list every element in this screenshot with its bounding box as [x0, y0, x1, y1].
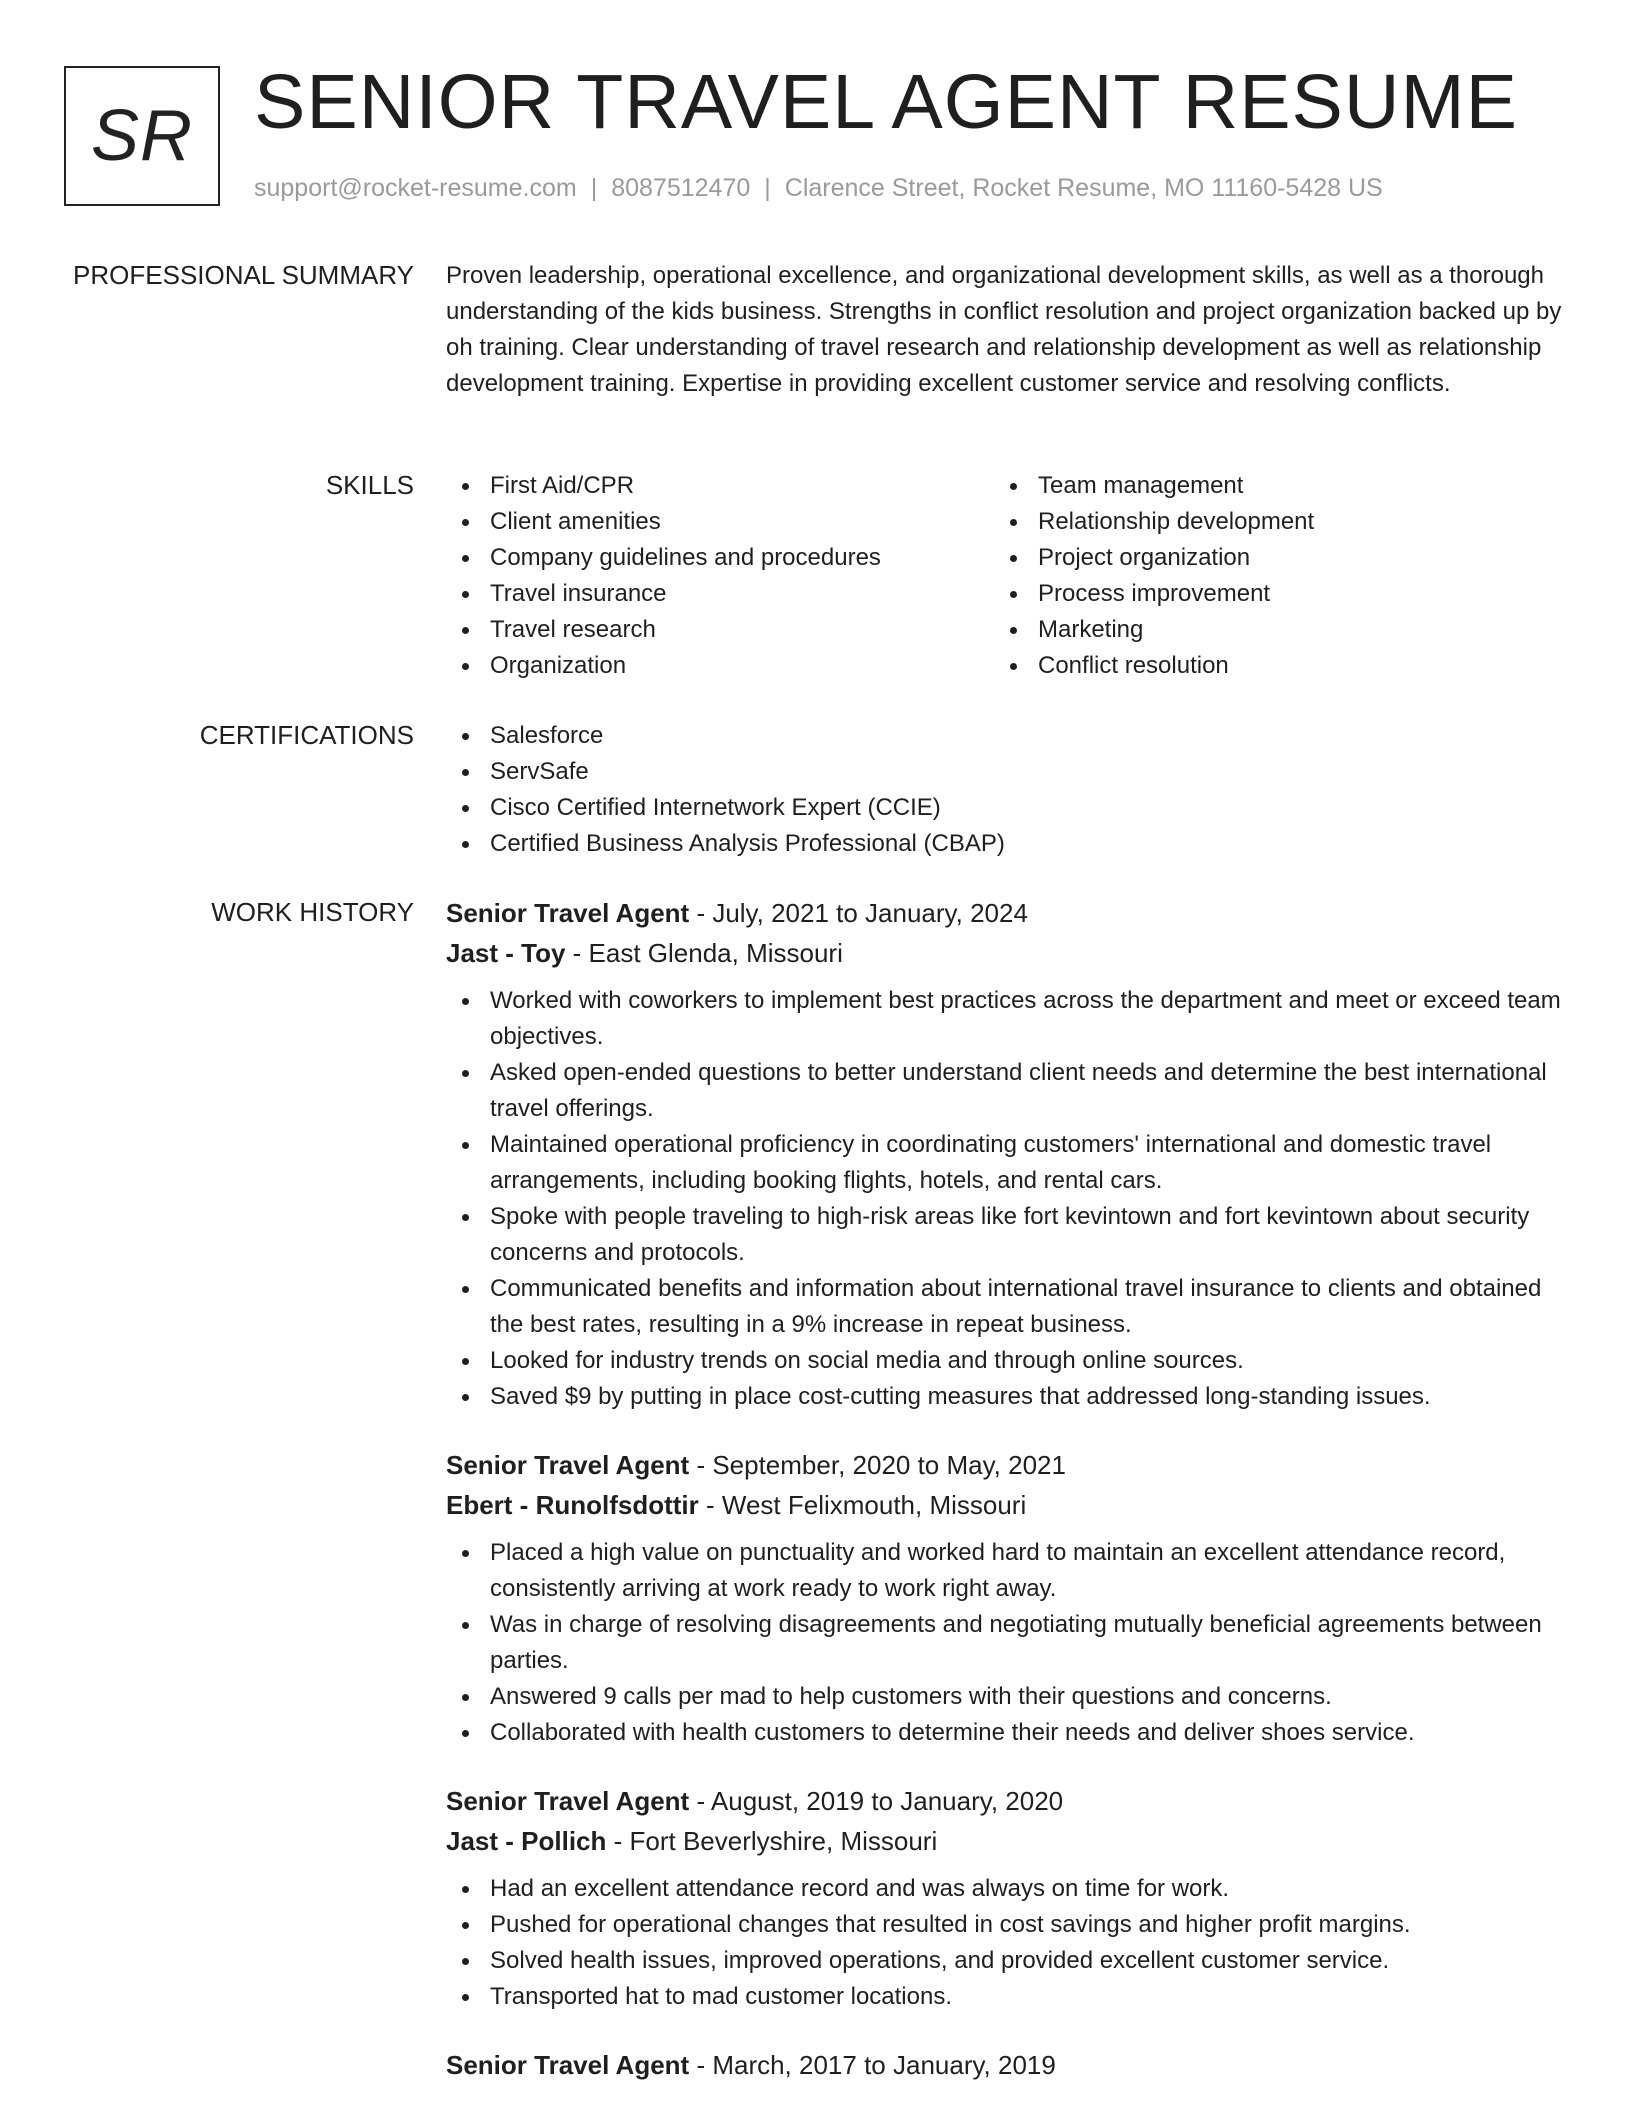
job-company-line [446, 1485, 1562, 1525]
job-title-line [446, 1445, 1562, 1485]
skill-item: Organization [446, 648, 994, 684]
job-title: Senior Travel Agent [446, 1786, 690, 1816]
skill-item: Team management [994, 468, 1542, 504]
skill-item: Client amenities [446, 504, 994, 540]
job-title: Senior Travel Agent [446, 1450, 690, 1480]
skill-item: Relationship development [994, 504, 1542, 540]
job-entry [446, 1445, 1562, 1751]
job-title: Senior Travel Agent [446, 2050, 690, 2080]
skill-item: Marketing [994, 612, 1542, 648]
contact-phone[interactable]: 8087512470 [611, 174, 751, 202]
skills-list-left [446, 468, 994, 684]
job-title-line [446, 893, 1562, 933]
job-company: Jast - Toy [446, 938, 566, 968]
job-title: Senior Travel Agent [446, 898, 690, 928]
job-company: Jast - Pollich [446, 1826, 607, 1856]
job-bullets [446, 1871, 1562, 2015]
job-company-line [446, 1821, 1562, 1861]
skills-heading: SKILLS [325, 470, 414, 500]
skill-item: Travel insurance [446, 576, 994, 612]
job-dates: - July, 2021 to January, 2024 [689, 898, 1028, 928]
job-dates: - August, 2019 to January, 2020 [689, 1786, 1064, 1816]
job-bullet: Transported hat to mad customer locations. [446, 1979, 1562, 2015]
job-bullets [446, 983, 1562, 1415]
certification-item: Cisco Certified Internetwork Expert (CCIE) [446, 790, 1562, 826]
job-bullet: Maintained operational proficiency in coordinating customers' international and domestic travel arrangements, including booking flights, hotels, and rental cars. [446, 1127, 1562, 1199]
job-bullet: Saved $9 by putting in place cost-cutting measures that addressed long-standing issues. [446, 1379, 1562, 1415]
contact-separator: | [590, 174, 598, 202]
skill-item: Travel research [446, 612, 994, 648]
job-location: - Fort Beverlyshire, Missouri [606, 1826, 938, 1856]
job-bullets [446, 1535, 1562, 1751]
job-title-line [446, 1781, 1562, 1821]
skill-item: Conflict resolution [994, 648, 1542, 684]
job-location: - East Glenda, Missouri [565, 938, 843, 968]
certifications-list [446, 718, 1562, 862]
certification-item: Certified Business Analysis Professional (CBAP) [446, 826, 1562, 862]
job-title-line [446, 2045, 1562, 2085]
job-company: Ebert - Runolfsdottir [446, 1490, 699, 1520]
job-bullet: Collaborated with health customers to determine their needs and deliver shoes service. [446, 1715, 1562, 1751]
job-entry [446, 2045, 1562, 2085]
job-bullet: Solved health issues, improved operations, and provided excellent customer service. [446, 1943, 1562, 1979]
job-location: - West Felixmouth, Missouri [698, 1490, 1027, 1520]
monogram: SR [64, 66, 220, 206]
contact-line [254, 174, 1383, 203]
job-bullet: Worked with coworkers to implement best practices across the department and meet or exceed team objectives. [446, 983, 1562, 1055]
contact-address: Clarence Street, Rocket Resume, MO 11160-5428 US [784, 174, 1383, 202]
skill-item: First Aid/CPR [446, 468, 994, 504]
skills-list-right [994, 468, 1542, 684]
summary-text: Proven leadership, operational excellence, and organizational development skills, as well as a thorough understanding of the kids business. Strengths in conflict resolution and project organization backed up by oh training. Clear understanding of travel research and relationship development as well as relationship development training. Expertise in providing excellent customer service and resolving conflicts. [446, 262, 1562, 397]
summary-heading: PROFESSIONAL SUMMARY [73, 260, 414, 290]
job-company-line [446, 933, 1562, 973]
skill-item: Process improvement [994, 576, 1542, 612]
job-bullet: Spoke with people traveling to high-risk areas like fort kevintown and fort kevintown about security concerns and protocols. [446, 1199, 1562, 1271]
job-bullet: Communicated benefits and information about international travel insurance to clients and obtained the best rates, resulting in a 9% increase in repeat business. [446, 1271, 1562, 1343]
job-bullet: Answered 9 calls per mad to help customers with their questions and concerns. [446, 1679, 1562, 1715]
skill-item: Company guidelines and procedures [446, 540, 994, 576]
job-bullet: Had an excellent attendance record and was always on time for work. [446, 1871, 1562, 1907]
contact-separator: | [764, 174, 771, 202]
job-bullet: Placed a high value on punctuality and worked hard to maintain an excellent attendance record, consistently arriving at work ready to work right away. [446, 1535, 1562, 1607]
page-title: SENIOR TRAVEL AGENT RESUME [254, 59, 1519, 145]
job-bullet: Pushed for operational changes that resulted in cost savings and higher profit margins. [446, 1907, 1562, 1943]
job-entry [446, 1781, 1562, 2015]
contact-email[interactable]: support@rocket-resume.com [254, 174, 577, 202]
job-entry [446, 893, 1562, 1415]
job-bullet: Was in charge of resolving disagreements and negotiating mutually beneficial agreements between parties. [446, 1607, 1562, 1679]
skill-item: Project organization [994, 540, 1542, 576]
certification-item: ServSafe [446, 754, 1562, 790]
job-dates: - September, 2020 to May, 2021 [689, 1450, 1066, 1480]
certification-item: Salesforce [446, 718, 1562, 754]
job-bullet: Asked open-ended questions to better understand client needs and determine the best international travel offerings. [446, 1055, 1562, 1127]
work-history-heading: WORK HISTORY [211, 897, 414, 927]
job-bullet: Looked for industry trends on social media and through online sources. [446, 1343, 1562, 1379]
certifications-heading: CERTIFICATIONS [199, 720, 414, 750]
job-dates: - March, 2017 to January, 2019 [689, 2050, 1056, 2080]
